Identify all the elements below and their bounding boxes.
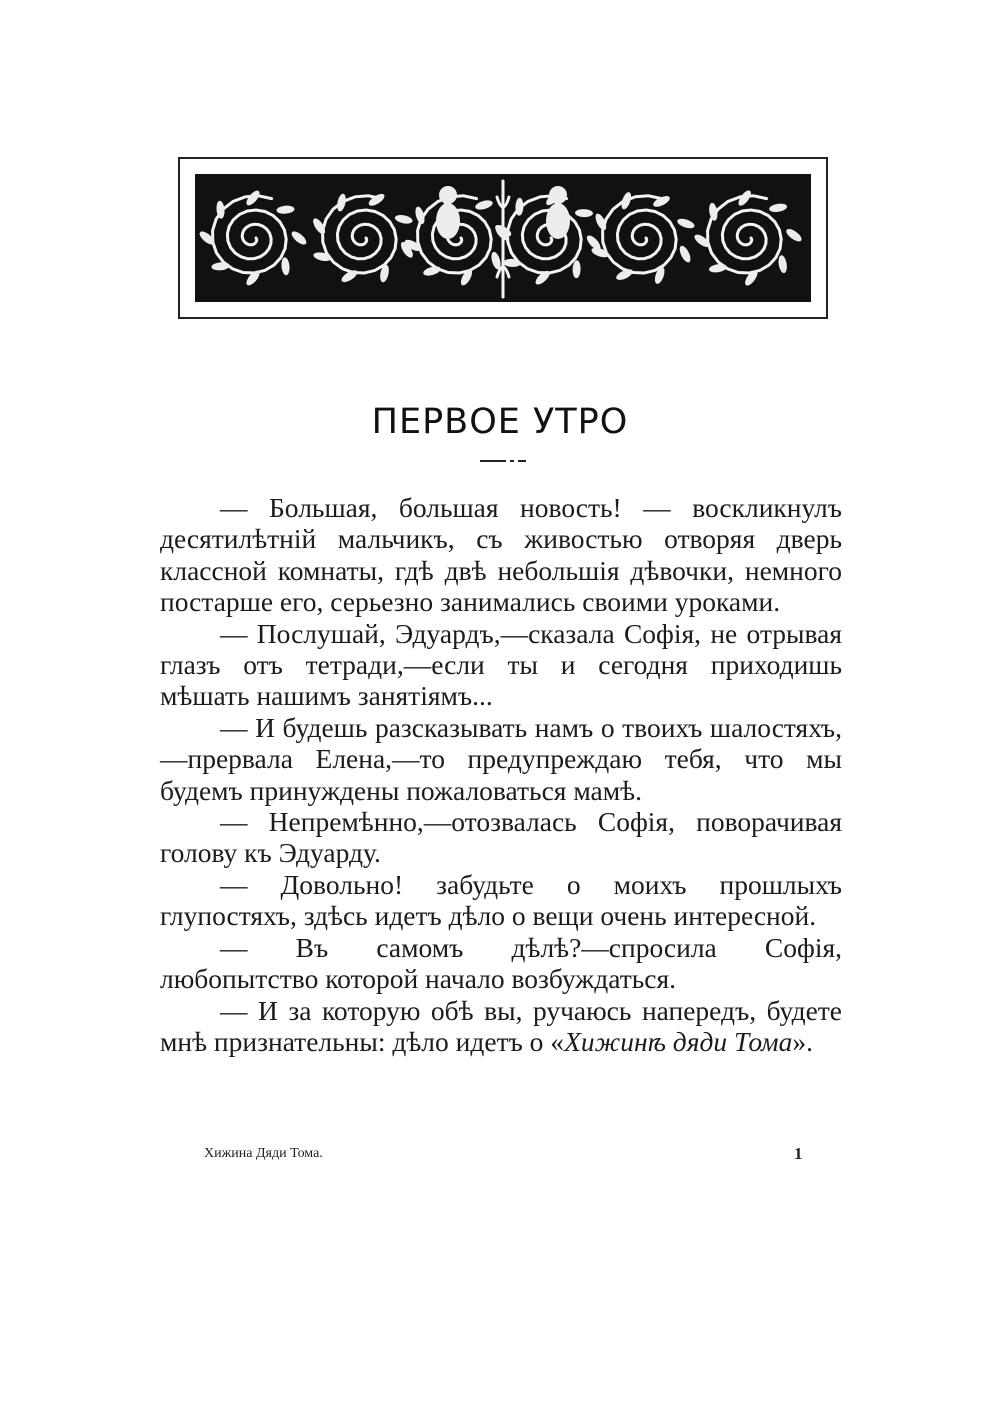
paragraph [160,806,842,869]
italic-book-title: Хижинѣ дяди Тома [564,1025,793,1057]
paragraph-text: — И за которую обѣ вы, ручаюсь напередъ, будете мнѣ признательны: дѣло идетъ о « [160,994,842,1057]
paragraph [160,618,842,712]
paragraph [160,712,842,806]
paragraph [160,869,842,932]
paragraph-text: — Въ самомъ дѣлѣ?—спросила Софія, любопытство которой начало возбуждаться. [160,931,842,995]
title-rule [480,460,526,462]
paragraph-text: — Большая, большая новость! — воскликнулъ десятилѣтній мальчикъ, съ живостью отворяя дверь классной комнаты, гдѣ двѣ небольшія дѣвочки, немного постарше его, серьезно занимались своими уроками. [160,492,842,618]
headpiece-ornament [178,157,828,319]
paragraph [160,492,842,618]
signature-mark: 1 [794,1144,803,1163]
chapter-body [160,492,842,1057]
paragraph-text: — Послушай, Эдуардъ,—сказала Софія, не отрывая глазъ отъ тетради,—если ты и сегодня приходишь мѣшать нашимъ занятіямъ... [160,617,842,712]
chapter-title: ПЕРВОЕ УТРО [371,402,629,442]
paragraph-text: ». [792,1025,813,1057]
paragraph [160,932,842,995]
paragraph [160,995,842,1058]
paragraph-text: — И будешь разсказывать намъ о твоихъ шалостяхъ,—прервала Елена,—то предупреждаю тебя, что мы будемъ принуждены пожаловаться мамѣ. [160,711,842,806]
paragraph-text: — Довольно! забудьте о моихъ прошлыхъ глупостяхъ, здѣсь идетъ дѣло о вещи очень интересной. [160,868,842,932]
paragraph-text: — Непремѣнно,—отозвалась Софія, поворачивая голову къ Эдуарду. [160,806,842,869]
running-footer-title: Хижина Дяди Тома. [204,1146,323,1161]
